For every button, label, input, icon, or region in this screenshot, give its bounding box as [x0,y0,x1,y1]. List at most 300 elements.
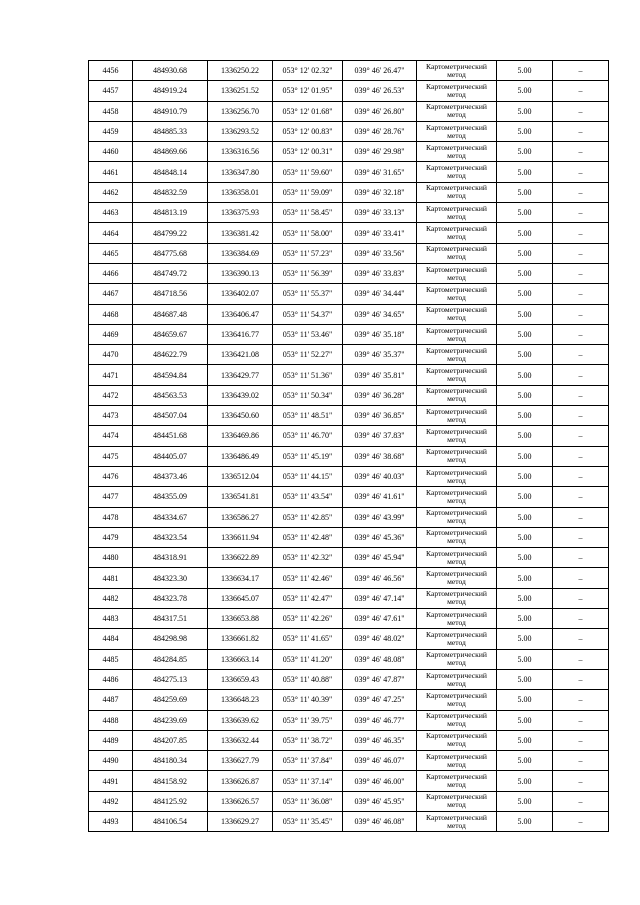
precision-cell: 5.00 [497,182,553,202]
table-row [89,324,609,344]
longitude-cell: 039° 46' 26.53" [343,81,417,101]
x-coordinate-cell: 484323.78 [133,588,208,608]
precision-cell: 5.00 [497,730,553,750]
table-row [89,284,609,304]
x-coordinate-cell: 484930.68 [133,61,208,81]
table-row [89,507,609,527]
point-number-cell: 4479 [89,527,133,547]
latitude-cell: 053° 11' 57.23" [273,243,343,263]
method-cell: Картометрический метод [417,345,497,365]
method-cell: Картометрический метод [417,629,497,649]
y-coordinate-cell: 1336251.52 [208,81,273,101]
point-number-cell: 4462 [89,182,133,202]
longitude-cell: 039° 46' 33.13" [343,203,417,223]
table-row [89,61,609,81]
latitude-cell: 053° 11' 44.15" [273,466,343,486]
table-row [89,649,609,669]
latitude-cell: 053° 11' 42.46" [273,568,343,588]
point-number-cell: 4481 [89,568,133,588]
table-row [89,203,609,223]
precision-cell: 5.00 [497,243,553,263]
latitude-cell: 053° 11' 35.45" [273,811,343,831]
method-cell: Картометрический метод [417,406,497,426]
note-cell: – [553,811,609,831]
y-coordinate-cell: 1336586.27 [208,507,273,527]
table-row [89,426,609,446]
table-body [89,61,609,832]
method-cell: Картометрический метод [417,223,497,243]
latitude-cell: 053° 11' 42.48" [273,527,343,547]
precision-cell: 5.00 [497,203,553,223]
method-cell: Картометрический метод [417,142,497,162]
point-number-cell: 4486 [89,669,133,689]
longitude-cell: 039° 46' 29.98" [343,142,417,162]
latitude-cell: 053° 11' 58.00" [273,223,343,243]
method-cell: Картометрический метод [417,365,497,385]
precision-cell: 5.00 [497,426,553,446]
precision-cell: 5.00 [497,811,553,831]
x-coordinate-cell: 484207.85 [133,730,208,750]
note-cell: – [553,142,609,162]
longitude-cell: 039° 46' 26.47" [343,61,417,81]
method-cell: Картометрический метод [417,548,497,568]
precision-cell: 5.00 [497,507,553,527]
y-coordinate-cell: 1336416.77 [208,324,273,344]
point-number-cell: 4461 [89,162,133,182]
y-coordinate-cell: 1336358.01 [208,182,273,202]
precision-cell: 5.00 [497,710,553,730]
table-row [89,223,609,243]
x-coordinate-cell: 484355.09 [133,487,208,507]
note-cell: – [553,751,609,771]
longitude-cell: 039° 46' 48.08" [343,649,417,669]
latitude-cell: 053° 11' 40.88" [273,669,343,689]
y-coordinate-cell: 1336611.94 [208,527,273,547]
precision-cell: 5.00 [497,548,553,568]
longitude-cell: 039° 46' 37.83" [343,426,417,446]
x-coordinate-cell: 484910.79 [133,101,208,121]
method-cell: Картометрический метод [417,710,497,730]
x-coordinate-cell: 484507.04 [133,406,208,426]
note-cell: – [553,61,609,81]
longitude-cell: 039° 46' 32.18" [343,182,417,202]
latitude-cell: 053° 11' 52.27" [273,345,343,365]
y-coordinate-cell: 1336634.17 [208,568,273,588]
latitude-cell: 053° 11' 42.85" [273,507,343,527]
point-number-cell: 4491 [89,771,133,791]
point-number-cell: 4464 [89,223,133,243]
method-cell: Картометрический метод [417,121,497,141]
table-row [89,121,609,141]
method-cell: Картометрический метод [417,182,497,202]
table-row [89,345,609,365]
point-number-cell: 4460 [89,142,133,162]
latitude-cell: 053° 12' 00.83" [273,121,343,141]
table-row [89,81,609,101]
latitude-cell: 053° 11' 43.54" [273,487,343,507]
longitude-cell: 039° 46' 31.65" [343,162,417,182]
longitude-cell: 039° 46' 46.00" [343,771,417,791]
table-row [89,669,609,689]
longitude-cell: 039° 46' 33.56" [343,243,417,263]
precision-cell: 5.00 [497,223,553,243]
y-coordinate-cell: 1336629.27 [208,811,273,831]
table-row [89,243,609,263]
note-cell: – [553,203,609,223]
point-number-cell: 4463 [89,203,133,223]
y-coordinate-cell: 1336421.08 [208,345,273,365]
note-cell: – [553,669,609,689]
longitude-cell: 039° 46' 35.37" [343,345,417,365]
method-cell: Картометрический метод [417,751,497,771]
point-number-cell: 4490 [89,751,133,771]
y-coordinate-cell: 1336661.82 [208,629,273,649]
note-cell: – [553,121,609,141]
precision-cell: 5.00 [497,121,553,141]
precision-cell: 5.00 [497,629,553,649]
longitude-cell: 039° 46' 45.94" [343,548,417,568]
x-coordinate-cell: 484323.54 [133,527,208,547]
precision-cell: 5.00 [497,162,553,182]
point-number-cell: 4492 [89,791,133,811]
table-row [89,791,609,811]
x-coordinate-cell: 484158.92 [133,771,208,791]
note-cell: – [553,791,609,811]
latitude-cell: 053° 11' 51.36" [273,365,343,385]
table-row [89,162,609,182]
precision-cell: 5.00 [497,284,553,304]
y-coordinate-cell: 1336347.80 [208,162,273,182]
x-coordinate-cell: 484799.22 [133,223,208,243]
note-cell: – [553,406,609,426]
y-coordinate-cell: 1336663.14 [208,649,273,669]
y-coordinate-cell: 1336645.07 [208,588,273,608]
y-coordinate-cell: 1336486.49 [208,446,273,466]
longitude-cell: 039° 46' 33.41" [343,223,417,243]
table-row [89,182,609,202]
latitude-cell: 053° 12' 02.32" [273,61,343,81]
longitude-cell: 039° 46' 33.83" [343,263,417,283]
table-row [89,609,609,629]
point-number-cell: 4470 [89,345,133,365]
precision-cell: 5.00 [497,365,553,385]
latitude-cell: 053° 11' 36.08" [273,791,343,811]
precision-cell: 5.00 [497,142,553,162]
note-cell: – [553,345,609,365]
y-coordinate-cell: 1336293.52 [208,121,273,141]
latitude-cell: 053° 11' 48.51" [273,406,343,426]
note-cell: – [553,243,609,263]
latitude-cell: 053° 11' 40.39" [273,690,343,710]
precision-cell: 5.00 [497,690,553,710]
point-number-cell: 4485 [89,649,133,669]
method-cell: Картометрический метод [417,263,497,283]
longitude-cell: 039° 46' 47.14" [343,588,417,608]
y-coordinate-cell: 1336639.62 [208,710,273,730]
note-cell: – [553,629,609,649]
x-coordinate-cell: 484832.59 [133,182,208,202]
note-cell: – [553,568,609,588]
latitude-cell: 053° 12' 01.68" [273,101,343,121]
x-coordinate-cell: 484813.19 [133,203,208,223]
method-cell: Картометрический метод [417,101,497,121]
y-coordinate-cell: 1336627.79 [208,751,273,771]
table-row [89,811,609,831]
note-cell: – [553,487,609,507]
y-coordinate-cell: 1336632.44 [208,730,273,750]
point-number-cell: 4476 [89,466,133,486]
table-row [89,751,609,771]
latitude-cell: 053° 11' 53.46" [273,324,343,344]
method-cell: Картометрический метод [417,527,497,547]
note-cell: – [553,588,609,608]
point-number-cell: 4458 [89,101,133,121]
precision-cell: 5.00 [497,751,553,771]
method-cell: Картометрический метод [417,730,497,750]
table-row [89,568,609,588]
point-number-cell: 4489 [89,730,133,750]
y-coordinate-cell: 1336512.04 [208,466,273,486]
x-coordinate-cell: 484775.68 [133,243,208,263]
point-number-cell: 4482 [89,588,133,608]
latitude-cell: 053° 11' 42.47" [273,588,343,608]
table-row [89,304,609,324]
longitude-cell: 039° 46' 45.36" [343,527,417,547]
longitude-cell: 039° 46' 47.25" [343,690,417,710]
precision-cell: 5.00 [497,466,553,486]
longitude-cell: 039° 46' 41.61" [343,487,417,507]
method-cell: Картометрический метод [417,669,497,689]
x-coordinate-cell: 484323.30 [133,568,208,588]
note-cell: – [553,730,609,750]
precision-cell: 5.00 [497,324,553,344]
note-cell: – [553,710,609,730]
x-coordinate-cell: 484180.34 [133,751,208,771]
method-cell: Картометрический метод [417,81,497,101]
precision-cell: 5.00 [497,588,553,608]
y-coordinate-cell: 1336381.42 [208,223,273,243]
x-coordinate-cell: 484451.68 [133,426,208,446]
note-cell: – [553,304,609,324]
note-cell: – [553,507,609,527]
y-coordinate-cell: 1336659.43 [208,669,273,689]
y-coordinate-cell: 1336626.57 [208,791,273,811]
precision-cell: 5.00 [497,101,553,121]
precision-cell: 5.00 [497,609,553,629]
y-coordinate-cell: 1336406.47 [208,304,273,324]
latitude-cell: 053° 11' 45.19" [273,446,343,466]
method-cell: Картометрический метод [417,568,497,588]
point-number-cell: 4493 [89,811,133,831]
longitude-cell: 039° 46' 47.87" [343,669,417,689]
point-number-cell: 4488 [89,710,133,730]
precision-cell: 5.00 [497,487,553,507]
table-row [89,548,609,568]
method-cell: Картометрический метод [417,162,497,182]
note-cell: – [553,324,609,344]
coordinates-table [88,60,609,832]
x-coordinate-cell: 484298.98 [133,629,208,649]
table-row [89,690,609,710]
method-cell: Картометрический метод [417,487,497,507]
longitude-cell: 039° 46' 48.02" [343,629,417,649]
precision-cell: 5.00 [497,345,553,365]
method-cell: Картометрический метод [417,284,497,304]
table-row [89,710,609,730]
latitude-cell: 053° 11' 54.37" [273,304,343,324]
method-cell: Картометрический метод [417,649,497,669]
x-coordinate-cell: 484259.69 [133,690,208,710]
y-coordinate-cell: 1336384.69 [208,243,273,263]
latitude-cell: 053° 11' 56.39" [273,263,343,283]
precision-cell: 5.00 [497,81,553,101]
point-number-cell: 4477 [89,487,133,507]
method-cell: Картометрический метод [417,507,497,527]
longitude-cell: 039° 46' 46.08" [343,811,417,831]
y-coordinate-cell: 1336541.81 [208,487,273,507]
y-coordinate-cell: 1336653.88 [208,609,273,629]
y-coordinate-cell: 1336402.07 [208,284,273,304]
latitude-cell: 053° 11' 41.20" [273,649,343,669]
method-cell: Картометрический метод [417,426,497,446]
x-coordinate-cell: 484749.72 [133,263,208,283]
method-cell: Картометрический метод [417,588,497,608]
x-coordinate-cell: 484659.67 [133,324,208,344]
longitude-cell: 039° 46' 46.07" [343,751,417,771]
longitude-cell: 039° 46' 26.80" [343,101,417,121]
precision-cell: 5.00 [497,446,553,466]
latitude-cell: 053° 11' 58.45" [273,203,343,223]
longitude-cell: 039° 46' 34.65" [343,304,417,324]
y-coordinate-cell: 1336648.23 [208,690,273,710]
longitude-cell: 039° 46' 45.95" [343,791,417,811]
x-coordinate-cell: 484275.13 [133,669,208,689]
longitude-cell: 039° 46' 36.28" [343,385,417,405]
table-row [89,487,609,507]
y-coordinate-cell: 1336626.87 [208,771,273,791]
point-number-cell: 4475 [89,446,133,466]
x-coordinate-cell: 484869.66 [133,142,208,162]
note-cell: – [553,446,609,466]
point-number-cell: 4465 [89,243,133,263]
longitude-cell: 039° 46' 46.77" [343,710,417,730]
method-cell: Картометрический метод [417,61,497,81]
note-cell: – [553,101,609,121]
longitude-cell: 039° 46' 38.68" [343,446,417,466]
table-row [89,588,609,608]
table-row [89,527,609,547]
note-cell: – [553,426,609,446]
table-row [89,466,609,486]
y-coordinate-cell: 1336375.93 [208,203,273,223]
note-cell: – [553,690,609,710]
y-coordinate-cell: 1336450.60 [208,406,273,426]
table-row [89,101,609,121]
latitude-cell: 053° 11' 37.14" [273,771,343,791]
latitude-cell: 053° 11' 59.09" [273,182,343,202]
latitude-cell: 053° 12' 00.31" [273,142,343,162]
method-cell: Картометрический метод [417,324,497,344]
point-number-cell: 4472 [89,385,133,405]
note-cell: – [553,771,609,791]
latitude-cell: 053° 11' 42.32" [273,548,343,568]
method-cell: Картометрический метод [417,609,497,629]
x-coordinate-cell: 484284.85 [133,649,208,669]
latitude-cell: 053° 11' 59.60" [273,162,343,182]
y-coordinate-cell: 1336250.22 [208,61,273,81]
x-coordinate-cell: 484373.46 [133,466,208,486]
table-row [89,142,609,162]
precision-cell: 5.00 [497,649,553,669]
method-cell: Картометрический метод [417,446,497,466]
longitude-cell: 039° 46' 35.18" [343,324,417,344]
x-coordinate-cell: 484718.56 [133,284,208,304]
note-cell: – [553,466,609,486]
x-coordinate-cell: 484563.53 [133,385,208,405]
table-row [89,629,609,649]
y-coordinate-cell: 1336390.13 [208,263,273,283]
point-number-cell: 4467 [89,284,133,304]
precision-cell: 5.00 [497,61,553,81]
longitude-cell: 039° 46' 35.81" [343,365,417,385]
y-coordinate-cell: 1336622.89 [208,548,273,568]
x-coordinate-cell: 484334.67 [133,507,208,527]
longitude-cell: 039° 46' 47.61" [343,609,417,629]
note-cell: – [553,365,609,385]
latitude-cell: 053° 11' 41.65" [273,629,343,649]
method-cell: Картометрический метод [417,811,497,831]
y-coordinate-cell: 1336316.56 [208,142,273,162]
table-row [89,771,609,791]
x-coordinate-cell: 484687.48 [133,304,208,324]
point-number-cell: 4459 [89,121,133,141]
method-cell: Картометрический метод [417,771,497,791]
latitude-cell: 053° 11' 50.34" [273,385,343,405]
latitude-cell: 053° 11' 46.70" [273,426,343,446]
x-coordinate-cell: 484848.14 [133,162,208,182]
precision-cell: 5.00 [497,771,553,791]
precision-cell: 5.00 [497,385,553,405]
point-number-cell: 4474 [89,426,133,446]
table-row [89,406,609,426]
latitude-cell: 053° 12' 01.95" [273,81,343,101]
point-number-cell: 4473 [89,406,133,426]
x-coordinate-cell: 484239.69 [133,710,208,730]
x-coordinate-cell: 484885.33 [133,121,208,141]
precision-cell: 5.00 [497,568,553,588]
note-cell: – [553,263,609,283]
method-cell: Картометрический метод [417,304,497,324]
point-number-cell: 4478 [89,507,133,527]
note-cell: – [553,162,609,182]
table-row [89,365,609,385]
point-number-cell: 4484 [89,629,133,649]
point-number-cell: 4457 [89,81,133,101]
x-coordinate-cell: 484318.91 [133,548,208,568]
x-coordinate-cell: 484919.24 [133,81,208,101]
longitude-cell: 039° 46' 28.76" [343,121,417,141]
longitude-cell: 039° 46' 43.99" [343,507,417,527]
longitude-cell: 039° 46' 40.03" [343,466,417,486]
precision-cell: 5.00 [497,304,553,324]
point-number-cell: 4466 [89,263,133,283]
method-cell: Картометрический метод [417,203,497,223]
point-number-cell: 4456 [89,61,133,81]
y-coordinate-cell: 1336429.77 [208,365,273,385]
note-cell: – [553,649,609,669]
precision-cell: 5.00 [497,527,553,547]
point-number-cell: 4469 [89,324,133,344]
